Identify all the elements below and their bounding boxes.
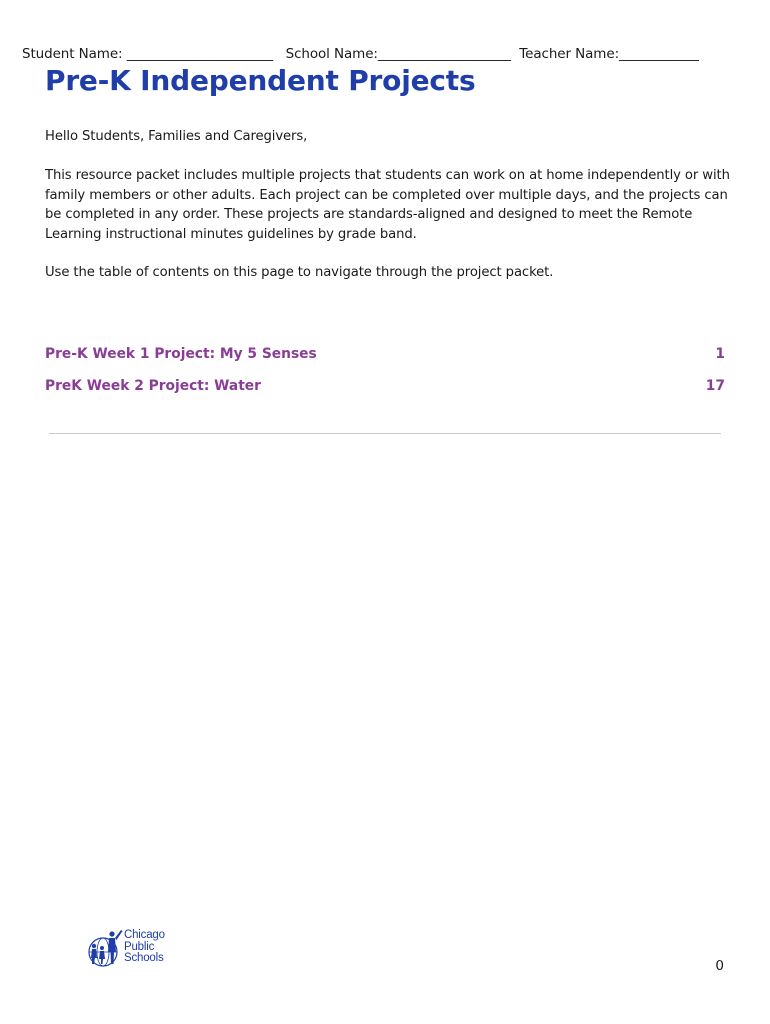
intro-paragraph: This resource packet includes multiple projects that students can work on at home independently or with family members or other adults. Each project can be completed over multiple days, and the projects can be completed in any order. These projects are standards-aligned and designed to meet the Remote Learning instructional minutes guidelines by grade band. [45,168,730,242]
toc-entry [45,378,725,410]
logo-line-1: Chicago [124,929,165,941]
table-of-contents [45,346,725,410]
toc-entry [45,346,725,378]
name-fields-header [22,46,734,62]
cps-logo [86,924,186,972]
toc-link-week-2[interactable]: PreK Week 2 Project: Water [45,378,261,394]
student-name-field: Student Name: ______________________ [22,46,274,62]
teacher-name-field: Teacher Name:____________ [519,46,699,62]
toc-page-number: 17 [705,378,725,394]
page-title: Pre-K Independent Projects [45,64,476,97]
logo-line-2: Public [124,940,155,953]
toc-page-number: 1 [715,346,725,362]
page-number: 0 [715,958,724,974]
toc-divider [49,433,721,434]
logo-line-3: Schools [124,952,164,964]
cps-logo-wordmark [124,930,165,965]
greeting-text: Hello Students, Families and Caregivers, [45,129,308,144]
school-name-field: School Name:____________________ [285,46,511,62]
cps-logo-icon [86,924,126,970]
toc-link-week-1[interactable]: Pre-K Week 1 Project: My 5 Senses [45,346,317,362]
instructions-text: Use the table of contents on this page to navigate through the project packet. [45,265,554,280]
